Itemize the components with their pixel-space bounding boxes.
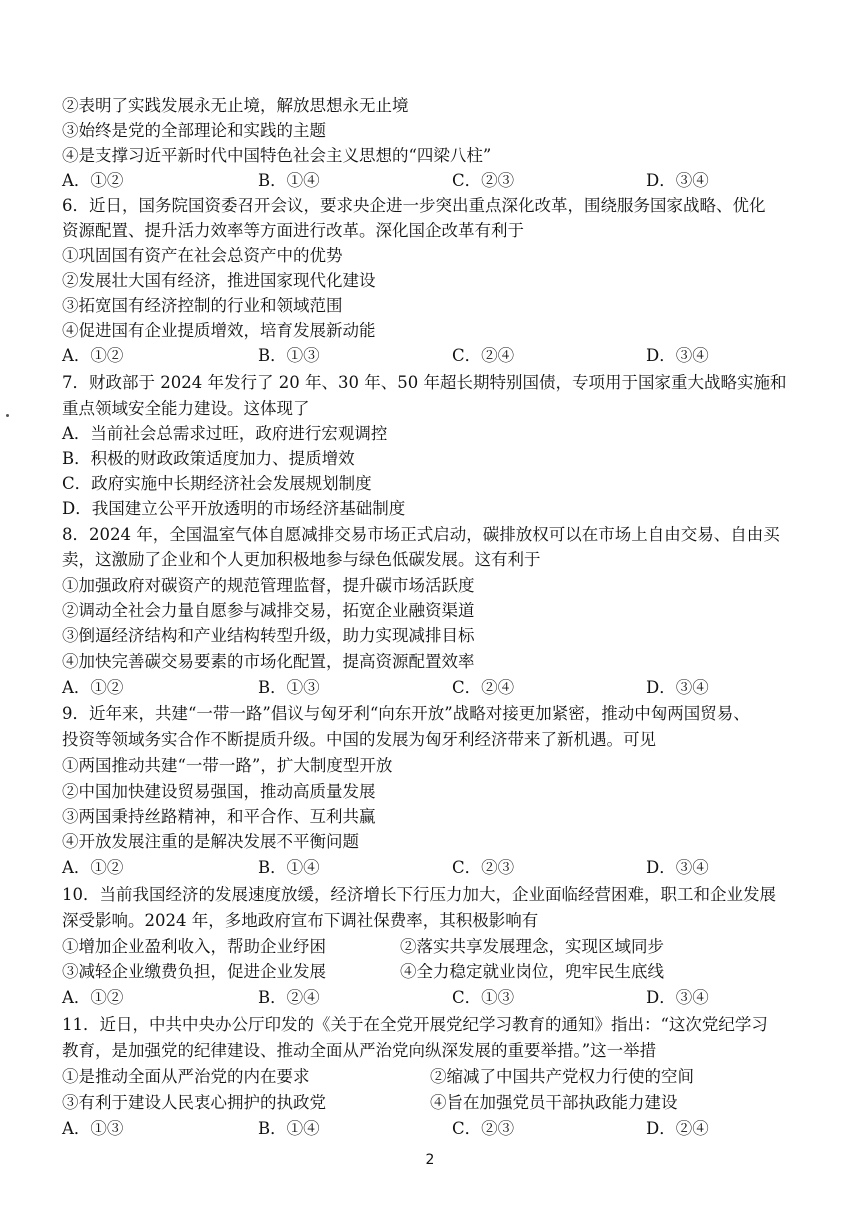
q11-statement-2: ②缩减了中国共产党权力行使的空间 [430, 1067, 694, 1086]
q9-statement-3: ③两国秉持丝路精神，和平合作、互利共赢 [62, 807, 376, 826]
q6-option-b: B．①③ [258, 346, 320, 365]
q10-option-c: C．①③ [452, 988, 515, 1007]
q7-option-d: D．我国建立公平开放透明的市场经济基础制度 [62, 499, 406, 518]
q6-option-c: C．②④ [452, 346, 515, 365]
q5-statement-4: ④是支撑习近平新时代中国特色社会主义思想的“四梁八柱” [62, 146, 492, 165]
q7-option-c: C．政府实施中长期经济社会发展规划制度 [62, 474, 372, 493]
q10-option-d: D．③④ [646, 988, 709, 1007]
q9-option-b: B．①④ [258, 858, 320, 877]
q8-option-b: B．①③ [258, 678, 320, 697]
q6-statement-1: ①巩固国有资产在社会总资产中的优势 [62, 246, 343, 265]
q6-option-a: A．①② [62, 346, 124, 365]
q10-stem-line-1: 10．当前我国经济的发展速度放缓，经济增长下行压力加大，企业面临经营困难，职工和企业发展 [62, 885, 776, 904]
q10-statement-3: ③减轻企业缴费负担，促进企业发展 [62, 962, 326, 981]
q10-statement-2: ②落实共享发展理念，实现区域同步 [400, 937, 664, 956]
q5-option-b: B．①④ [258, 171, 320, 190]
q11-stem-line-1: 11．近日，中共中央办公厅印发的《关于在全党开展党纪学习教育的通知》指出：“这次党纪学习 [62, 1015, 768, 1034]
q10-stem-line-2: 深受影响。2024 年，多地政府宣布下调社保费率，其积极影响有 [62, 911, 539, 930]
q5-statement-2: ②表明了实践发展永无止境，解放思想永无止境 [62, 96, 409, 115]
q6-statement-3: ③拓宽国有经济控制的行业和领域范围 [62, 296, 343, 315]
q6-stem-line-1: 6．近日，国务院国资委召开会议，要求央企进一步突出重点深化改革，围绕服务国家战略、优化 [62, 196, 766, 215]
q8-statement-4: ④加快完善碳交易要素的市场化配置，提高资源配置效率 [62, 652, 475, 671]
q5-option-c: C．②③ [452, 171, 515, 190]
q5-statement-3: ③始终是党的全部理论和实践的主题 [62, 121, 326, 140]
q7-stem-line-1: 7．财政部于 2024 年发行了 20 年、30 年、50 年超长期特别国债，专项用于国家重大战略实施和 [62, 373, 787, 392]
scan-speck [6, 414, 9, 417]
q8-stem-line-1: 8．2024 年，全国温室气体自愿减排交易市场正式启动，碳排放权可以在市场上自由交易、自由买 [62, 525, 780, 544]
q7-option-b: B．积极的财政政策适度加力、提质增效 [62, 449, 355, 468]
q11-statement-4: ④旨在加强党员干部执政能力建设 [430, 1093, 678, 1112]
q10-statement-1: ①增加企业盈利收入，帮助企业纾困 [62, 937, 326, 956]
q11-statement-1: ①是推动全面从严治党的内在要求 [62, 1067, 310, 1086]
q5-option-a: A．①② [62, 171, 124, 190]
q8-stem-line-2: 卖，这激励了企业和个人更加积极地参与绿色低碳发展。这有利于 [62, 550, 541, 569]
q9-option-c: C．②③ [452, 858, 515, 877]
q10-option-b: B．②④ [258, 988, 320, 1007]
q9-option-a: A．①② [62, 858, 124, 877]
q8-statement-3: ③倒逼经济结构和产业结构转型升级，助力实现减排目标 [62, 626, 475, 645]
q8-option-c: C．②④ [452, 678, 515, 697]
q8-statement-2: ②调动全社会力量自愿参与减排交易，拓宽企业融资渠道 [62, 601, 475, 620]
q9-statement-4: ④开放发展注重的是解决发展不平衡问题 [62, 832, 359, 851]
q11-option-d: D．②④ [646, 1119, 709, 1138]
page-number: 2 [425, 1152, 435, 1168]
q11-option-c: C．②③ [452, 1119, 515, 1138]
q9-statement-1: ①两国推动共建“一带一路”，扩大制度型开放 [62, 756, 393, 775]
q11-option-a: A．①③ [62, 1119, 124, 1138]
q10-statement-4: ④全力稳定就业岗位，兜牢民生底线 [400, 962, 664, 981]
q9-stem-line-2: 投资等领域务实合作不断提质升级。中国的发展为匈牙利经济带来了新机遇。可见 [62, 730, 656, 749]
q8-option-a: A．①② [62, 678, 124, 697]
q6-stem-line-2: 资源配置、提升活力效率等方面进行改革。深化国企改革有利于 [62, 221, 524, 240]
q11-statement-3: ③有利于建设人民衷心拥护的执政党 [62, 1093, 326, 1112]
q8-option-d: D．③④ [646, 678, 709, 697]
q9-option-d: D．③④ [646, 858, 709, 877]
q7-stem-line-2: 重点领域安全能力建设。这体现了 [62, 399, 310, 418]
q10-option-a: A．①② [62, 988, 124, 1007]
q8-statement-1: ①加强政府对碳资产的规范管理监督，提升碳市场活跃度 [62, 576, 475, 595]
q7-option-a: A．当前社会总需求过旺，政府进行宏观调控 [62, 424, 388, 443]
q11-option-b: B．①④ [258, 1119, 320, 1138]
q6-option-d: D．③④ [646, 346, 709, 365]
q5-option-d: D．③④ [646, 171, 709, 190]
q6-statement-4: ④促进国有企业提质增效，培育发展新动能 [62, 321, 376, 340]
q9-statement-2: ②中国加快建设贸易强国，推动高质量发展 [62, 782, 376, 801]
q11-stem-line-2: 教育，是加强党的纪律建设、推动全面从严治党向纵深发展的重要举措。”这一举措 [62, 1041, 657, 1060]
q9-stem-line-1: 9．近年来，共建“一带一路”倡议与匈牙利“向东开放”战略对接更加紧密，推动中匈两国贸易、 [62, 704, 750, 723]
q6-statement-2: ②发展壮大国有经济，推进国家现代化建设 [62, 271, 376, 290]
